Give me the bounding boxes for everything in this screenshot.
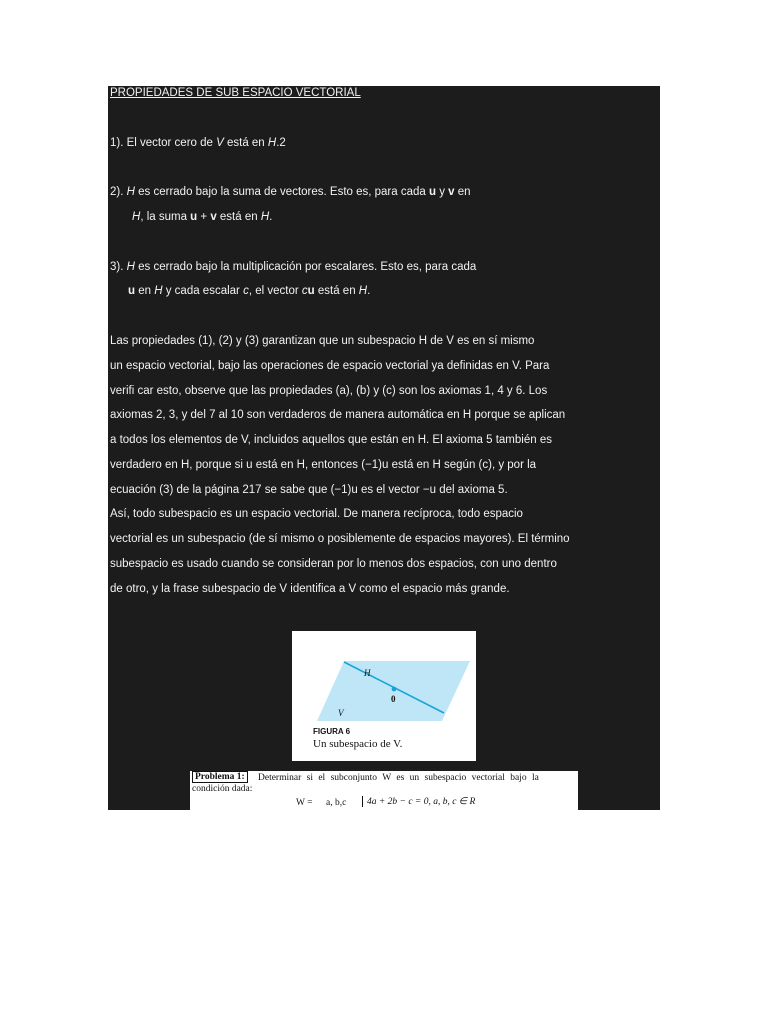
property-2-line-1: 2). H es cerrado bajo la suma de vectores. Esto es, para cada u y v en [110, 186, 471, 198]
paragraph-line: verdadero en H, porque si u está en H, entonces (−1)u está en H según (c), y por la [110, 459, 537, 471]
property-2-line-2: H, la suma u + v está en H. [132, 211, 273, 223]
property-3-line-1: 3). H es cerrado bajo la multiplicación por escalares. Esto es, para cada [110, 261, 477, 273]
paragraph-line: axiomas 2, 3, y del 7 al 10 son verdaderos de manera automática en H porque se aplican [110, 409, 566, 421]
problem-set-vars: a, b,c [326, 798, 347, 808]
paragraph-line: subespacio es usado cuando se consideran por lo menos dos espacios, con uno dentro [110, 558, 557, 570]
problem-text-2: condición dada: [192, 784, 253, 794]
figure-caption: Un subespacio de V. [313, 738, 403, 750]
property-3-line-2: u en H y cada escalar c, el vector cu está en H. [128, 285, 371, 297]
origin-point [392, 687, 397, 692]
label-v: V [338, 708, 344, 718]
problem-box [190, 771, 578, 810]
paragraph-line: de otro, y la frase subespacio de V identifica a V como el espacio más grande. [110, 583, 510, 595]
section-title: PROPIEDADES DE SUB ESPACIO VECTORIAL [110, 87, 361, 99]
document-page [108, 86, 660, 810]
paragraph-line: a todos los elementos de V, incluidos aquellos que están en H. El axioma 5 también es [110, 434, 552, 446]
property-1: 1). El vector cero de V está en H.2 [110, 137, 286, 149]
paragraph-line: verifi car esto, observe que las propiedades (a), (b) y (c) son los axiomas 1, 4 y 6. Los [110, 385, 548, 397]
paragraph-line: ecuación (3) de la página 217 se sabe que (−1)u es el vector −u del axioma 5. [110, 484, 508, 496]
paragraph-line: Así, todo subespacio es un espacio vectorial. De manera recíproca, todo espacio [110, 508, 523, 520]
figure-subspace [292, 631, 476, 761]
paragraph-line: un espacio vectorial, bajo las operaciones de espacio vectorial ya definidas en V. Para [110, 360, 550, 372]
label-h: H [364, 668, 371, 678]
paragraph-line: Las propiedades (1), (2) y (3) garantizan que un subespacio H de V es en sí mismo [110, 335, 535, 347]
problem-set-w: W = [296, 798, 313, 808]
problem-label: Problema 1: [192, 771, 248, 783]
paragraph-line: vectorial es un subespacio (de sí mismo o posiblemente de espacios mayores). El término [110, 533, 570, 545]
problem-set-condition: 4a + 2b − c = 0, a, b, c ∈ R [362, 796, 475, 807]
label-zero: 0 [391, 694, 396, 704]
problem-text-1: Determinar si el subconjunto W es un subespacio vectorial bajo la [258, 773, 539, 783]
figure-number: FIGURA 6 [313, 727, 351, 736]
